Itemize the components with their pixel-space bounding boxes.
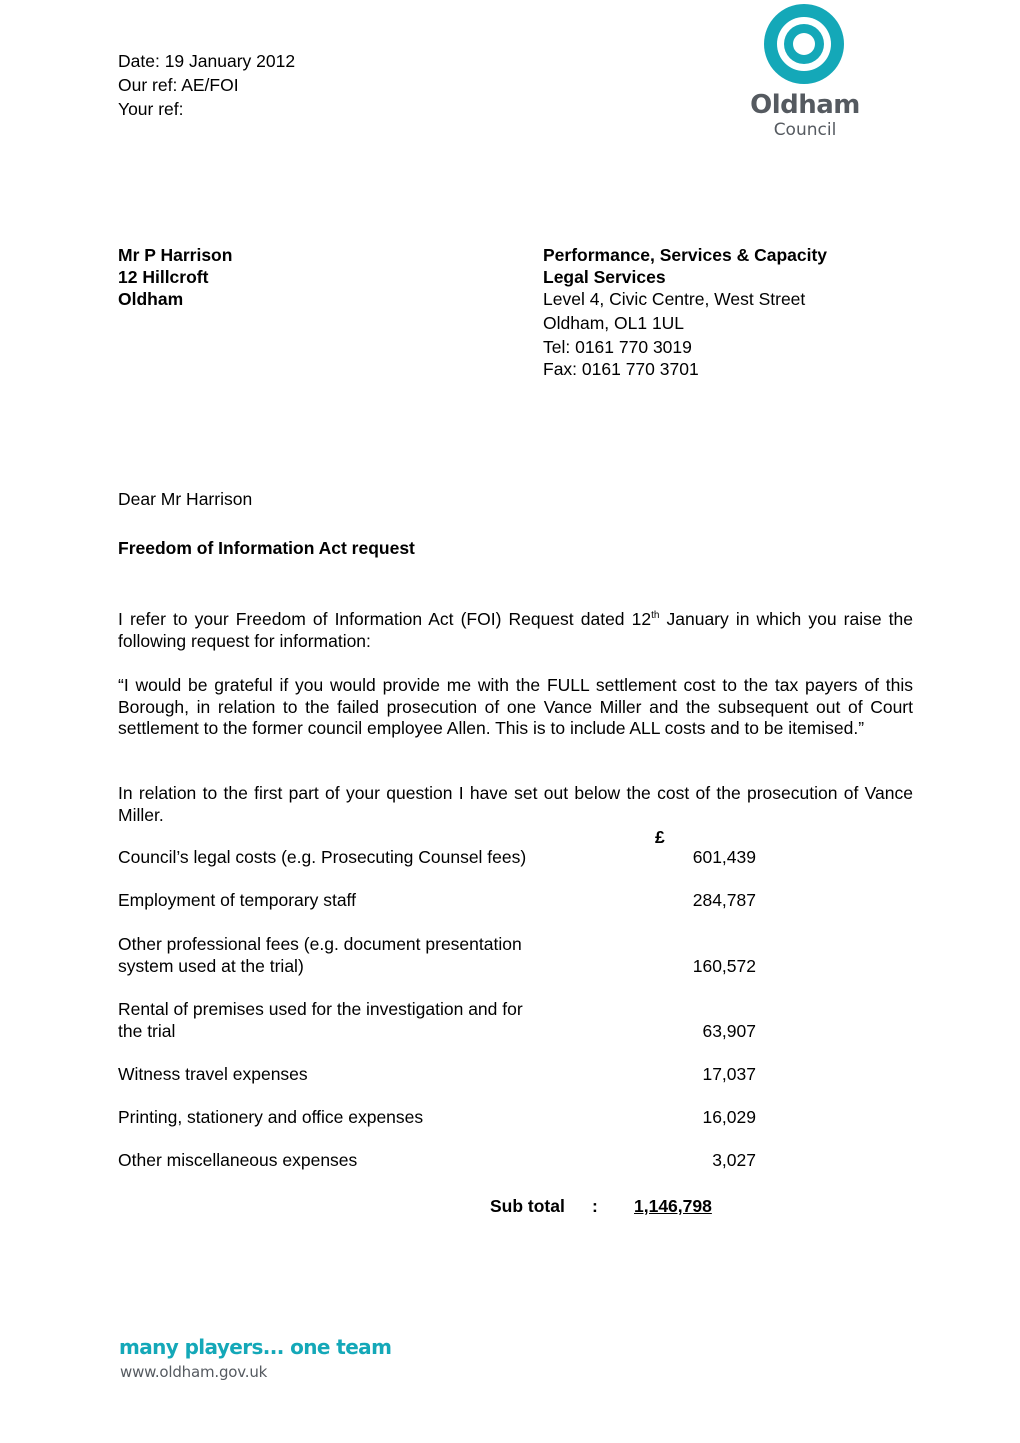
logo-name: Oldham bbox=[750, 90, 860, 120]
cost-label-line: Rental of premises used for the investigation and for bbox=[118, 999, 523, 1019]
cost-amount: 601,439 bbox=[692, 847, 756, 867]
cost-row bbox=[118, 1150, 758, 1172]
cost-label-line: Council’s legal costs (e.g. Prosecuting Counsel fees) bbox=[118, 847, 527, 867]
intro-paragraph bbox=[118, 609, 913, 652]
cost-label-line: Other miscellaneous expenses bbox=[118, 1150, 358, 1170]
logo-ring-icon bbox=[744, 2, 866, 92]
cost-row bbox=[118, 1107, 758, 1129]
letter-subject: Freedom of Information Act request bbox=[118, 538, 415, 558]
cost-label-line: Other professional fees (e.g. document presentation bbox=[118, 934, 522, 954]
letter-references bbox=[118, 49, 295, 121]
recipient-town: Oldham bbox=[118, 289, 184, 309]
intro-text-start: I refer to your Freedom of Information Act (FOI) Request dated 12 bbox=[118, 609, 652, 629]
cost-amount: 3,027 bbox=[712, 1150, 756, 1170]
intro-text-end: January in which you raise the following request for information: bbox=[118, 609, 913, 651]
oldham-council-logo bbox=[744, 2, 866, 142]
cost-label-line: Witness travel expenses bbox=[118, 1064, 308, 1084]
subtotal-label: Sub total bbox=[490, 1196, 565, 1216]
cost-label-line: Printing, stationery and office expenses bbox=[118, 1107, 424, 1127]
sender-fax: Fax: 0161 770 3701 bbox=[543, 359, 699, 379]
recipient-name: Mr P Harrison bbox=[118, 245, 233, 265]
cost-row bbox=[118, 890, 758, 912]
recipient-street: 12 Hillcroft bbox=[118, 267, 209, 287]
cost-label bbox=[118, 1107, 423, 1129]
cost-label bbox=[118, 847, 526, 869]
cost-label bbox=[118, 934, 522, 977]
cost-label-line: Employment of temporary staff bbox=[118, 890, 356, 910]
sender-address-line2: Oldham, OL1 1UL bbox=[543, 313, 685, 333]
cost-row bbox=[118, 847, 758, 869]
costs-intro-paragraph: In relation to the first part of your question I have set out below the cost of the prosecution of Vance Miller. bbox=[118, 783, 913, 825]
cost-row bbox=[118, 934, 758, 978]
letter-date: Date: 19 January 2012 bbox=[118, 51, 296, 71]
sender-section: Legal Services bbox=[543, 267, 666, 287]
footer-slogan: many players... one team bbox=[119, 1335, 392, 1359]
sender-address bbox=[543, 244, 827, 380]
cost-amount: 17,037 bbox=[702, 1064, 756, 1084]
cost-row bbox=[118, 1064, 758, 1086]
cost-amount: 160,572 bbox=[692, 956, 756, 976]
currency-header: £ bbox=[655, 827, 665, 847]
subtotal-value: 1,146,798 bbox=[634, 1196, 712, 1216]
cost-label-line: system used at the trial) bbox=[118, 955, 304, 976]
sender-department: Performance, Services & Capacity bbox=[543, 245, 828, 265]
cost-amount: 284,787 bbox=[692, 890, 756, 910]
salutation: Dear Mr Harrison bbox=[118, 489, 253, 509]
quoted-request: “I would be grateful if you would provide me with the FULL settlement cost to the tax payers of this Borough, in relation to the failed prosecution of one Vance Miller and the subsequent out of Court settlement to the former council employee Allen. This is to include ALL costs and to be itemised.” bbox=[118, 675, 913, 739]
cost-label bbox=[118, 1150, 357, 1172]
subtotal-colon: : bbox=[592, 1196, 598, 1216]
cost-label bbox=[118, 890, 356, 912]
cost-label-line: the trial bbox=[118, 1020, 176, 1041]
sender-address-line1: Level 4, Civic Centre, West Street bbox=[543, 289, 806, 309]
cost-row bbox=[118, 999, 758, 1043]
our-reference: Our ref: AE/FOI bbox=[118, 75, 239, 95]
recipient-address bbox=[118, 244, 232, 310]
cost-label bbox=[118, 1064, 308, 1086]
your-reference: Your ref: bbox=[118, 99, 184, 119]
logo-subtitle: Council bbox=[773, 120, 837, 140]
date-ordinal-suffix: th bbox=[651, 610, 660, 621]
cost-amount: 63,907 bbox=[702, 1021, 756, 1041]
cost-amount: 16,029 bbox=[702, 1107, 756, 1127]
cost-label bbox=[118, 999, 523, 1042]
sender-telephone: Tel: 0161 770 3019 bbox=[543, 337, 692, 357]
footer-website: www.oldham.gov.uk bbox=[120, 1363, 268, 1381]
